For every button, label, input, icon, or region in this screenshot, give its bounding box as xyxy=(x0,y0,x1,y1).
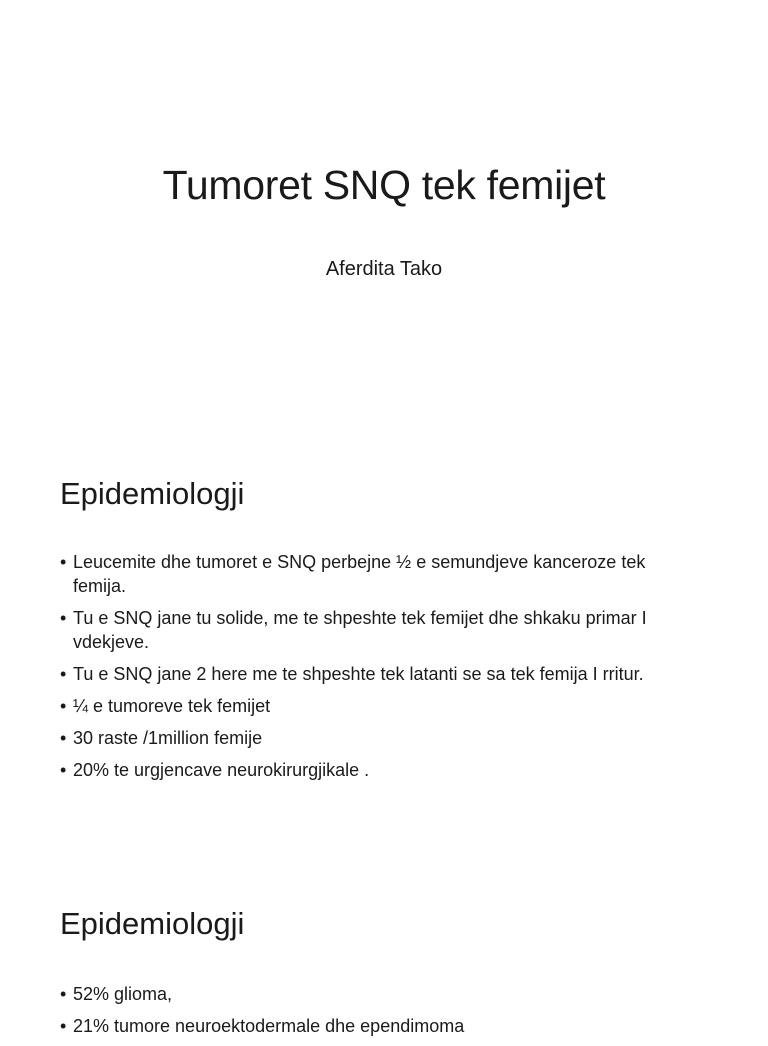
list-item xyxy=(60,694,700,718)
list-item xyxy=(60,982,700,1006)
bullet-icon: • xyxy=(60,664,67,684)
bullet-icon: • xyxy=(60,728,67,748)
list-item-text: Leucemite dhe tumoret e SNQ perbejne ½ e semundjeve kanceroze tek femija. xyxy=(73,552,646,596)
list-item-text: 21% tumore neuroektodermale dhe ependimoma xyxy=(73,1016,465,1036)
list-item-text: Tu e SNQ jane tu solide, me te shpeshte tek femijet dhe shkaku primar I vdekjeve. xyxy=(73,608,647,652)
list-item-text: Tu e SNQ jane 2 here me te shpeshte tek latanti se sa tek femija I rritur. xyxy=(73,664,644,684)
bullet-icon: • xyxy=(60,760,67,780)
list-item xyxy=(60,550,700,598)
epidemiology-slide-1 xyxy=(0,432,768,864)
slide-heading: Epidemiologji xyxy=(60,906,245,941)
title-slide xyxy=(0,0,768,430)
slide-heading: Epidemiologji xyxy=(60,476,245,511)
bullet-list xyxy=(60,550,700,790)
bullet-icon: • xyxy=(60,984,67,1004)
bullet-icon: • xyxy=(60,696,67,716)
list-item xyxy=(60,1014,700,1038)
list-item xyxy=(60,758,700,782)
bullet-icon: • xyxy=(60,608,67,628)
presentation-title: Tumoret SNQ tek femijet xyxy=(162,162,606,208)
bullet-icon: • xyxy=(60,1016,67,1036)
epidemiology-slide-2 xyxy=(0,866,768,1036)
list-item-text: 52% glioma, xyxy=(73,984,173,1004)
bullet-list xyxy=(60,982,700,1046)
bullet-icon: • xyxy=(60,552,67,572)
list-item-text: ¼ e tumoreve tek femijet xyxy=(73,696,271,716)
list-item-text: 20% te urgjencave neurokirurgjikale . xyxy=(73,760,370,780)
list-item xyxy=(60,662,700,686)
list-item xyxy=(60,726,700,750)
list-item xyxy=(60,606,700,654)
author-name: Aferdita Tako xyxy=(325,258,443,280)
list-item-text: 30 raste /1million femije xyxy=(73,728,263,748)
